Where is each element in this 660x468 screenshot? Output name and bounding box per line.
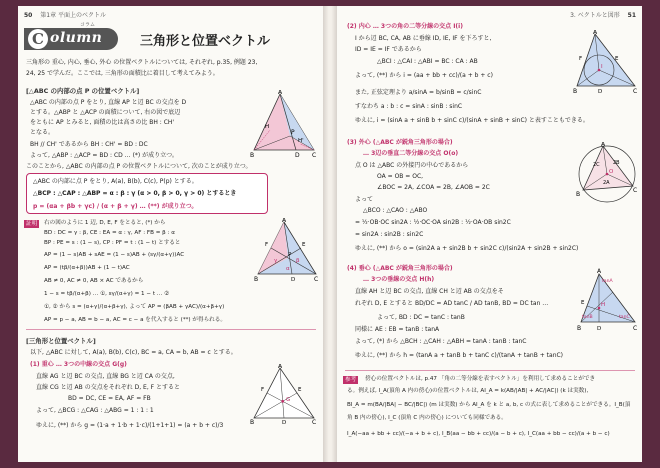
item1-line: 直線 CG と辺 AB の交点をそれぞれ D, E, F とすると (36, 384, 180, 391)
proof-line: AB ≠ 0, AC ≠ 0, AB × AC であるから (44, 278, 144, 284)
right-chapter-title: 3. ベクトルと図形 (570, 12, 620, 19)
figure-label: G (286, 397, 291, 403)
note-line: 傍心の位置ベクトルは, p.47 「角の二等分線を表すベクトル」を利用して求めることができ (365, 376, 596, 382)
section1-line: △ABC の内部の点 P をとり, 直線 AP と辺 BC の交点を D (30, 99, 187, 106)
figure-label: C (633, 187, 638, 194)
figure-interior-point (250, 90, 318, 158)
proof-line: BP : PE = s : (1 − s), CP : PF = t : (1 − t) とすると (44, 240, 181, 246)
figure-label: tanB (582, 315, 593, 320)
figure-label: B (250, 152, 255, 158)
item4-subtitle: … 3つの垂線の交点 H(h) (363, 276, 435, 283)
right-running-head (570, 10, 636, 19)
item3-line: 点 O は △ABC の外接円の中心であるから (355, 162, 469, 169)
figure-label: C (314, 276, 319, 282)
triangle-abc (254, 368, 314, 418)
figure-label: A (282, 218, 287, 224)
column-badge (24, 22, 118, 50)
figure-label: P (288, 252, 292, 258)
page-title: 三角形と位置ベクトル (140, 34, 271, 49)
figure-label: tanA (602, 279, 613, 284)
section1-line: このことから, △ABC の内部の点 P の位置ベクトルについて, 次のことが成り立つ。 (26, 163, 252, 170)
figure-label: C (312, 419, 317, 424)
item2-line: また, 正弦定理より a/sinA = b/sinB = c/sinC (355, 89, 482, 96)
figure-label: A (597, 268, 602, 275)
triangle-abc (577, 34, 635, 86)
figure-label: B (577, 325, 582, 332)
theorem-line: △BCP : △CAP : △ABP = α : β : γ (α > 0, β > 0, γ > 0) とするとき (33, 190, 237, 197)
note-line: る。例えば, I_A(頂角 A 内の傍心)の位置ベクトルは, AI_A = k(AB/|AB| + AC/|AC|) (k は実数), (347, 388, 589, 394)
section1-line: よって, △ABP : △ACP = BD : CD … (*) が成り立つ。 (30, 152, 178, 159)
figure-label: C (633, 325, 638, 332)
proof-line: BD : DC = γ : β, CE : EA = α : γ, AF : FB = β : α (44, 230, 175, 236)
figure-label: α (286, 266, 290, 272)
column-badge-letter: C (28, 29, 48, 49)
item2-line: ID = IE = IF であるから (355, 46, 422, 53)
intro-line-2: 24, 25 で学んだ。ここでは, 三角形の面積比に着目して考えてみよう。 (26, 70, 219, 77)
item4-line: 直線 AH と辺 BC の交点, 直線 CH と辺 AB の交点をそ (355, 288, 504, 295)
theorem-formula: p = (αa + βb + γc) / (α + β + γ) … (**) が成り立つ。 (33, 203, 198, 210)
figure-label: β (296, 258, 300, 264)
figure-label: B (250, 419, 255, 424)
figure-label: 2C (593, 162, 600, 168)
figure-label: 2B (613, 160, 620, 166)
figure-label: E (302, 242, 306, 248)
proof-tag: 証明 (26, 221, 38, 227)
figure-label: D (282, 420, 287, 424)
item3-line: = ½·OB·OC sin2A : ½·OC·OA sin2B : ½·OA·OB sin2C (355, 219, 511, 226)
book-gutter (323, 6, 337, 462)
section-divider (26, 329, 316, 330)
figure-circumcenter (575, 142, 639, 206)
figure-label: B (573, 88, 578, 94)
figure-label: A (601, 142, 606, 148)
figure-proof-triangle (254, 218, 320, 282)
section1-line: BH // CH' であるから BH : CH' = BD : DC (30, 141, 148, 148)
note-divider (345, 370, 635, 371)
figure-label: F (261, 387, 265, 393)
left-page (18, 6, 323, 462)
column-badge-ruby: コラム (80, 22, 95, 28)
note-line: 角 B 内の傍心), I_C (頂角 C 内の傍心) についても同様である。 (347, 415, 507, 421)
item4-line: れぞれ D, E とすると BD/DC = AD tanC / AD tanB, BD = DC tan … (355, 300, 549, 307)
figure-label: E (298, 387, 302, 393)
item2-line: △BCI : △CAI : △ABI = BC : CA : AB (377, 58, 478, 65)
item4-line: 同様に AE : EB = tanB : tanA (355, 326, 440, 333)
figure-label: C (633, 88, 638, 94)
figure-label: E (581, 300, 585, 306)
figure-label: γ (274, 258, 278, 264)
figure-label: F (579, 56, 583, 62)
item3-line: OA = OB = OC, (377, 173, 424, 180)
figure-label: D (597, 326, 602, 332)
item4-title: (4) 垂心 (△ABC が鋭角三角形の場合) (347, 265, 453, 272)
figure-orthocenter (577, 268, 639, 332)
item2-line: すなわち a : b : c = sinA : sinB : sinC (355, 103, 463, 110)
proof-line: 1 − s = tβ/(α+β) … ①, sγ/(α+γ) = 1 − t … ② (44, 291, 170, 297)
figure-label: D (291, 277, 296, 282)
left-page-number: 50 (24, 12, 33, 19)
figure-label: P (291, 129, 295, 136)
section1-line: をともに AP とみると, 面積の比は高さの比 BH : CH' (30, 119, 175, 126)
item3-line: △BCO : △CAO : △ABO (363, 207, 428, 214)
incenter-point (598, 69, 601, 72)
figure-label: E (615, 56, 619, 62)
figure-label: H (265, 124, 270, 130)
centroid-point (281, 400, 284, 403)
figure-label: H (601, 302, 606, 308)
right-page (337, 6, 642, 462)
orthocenter-point (598, 307, 601, 310)
proof-line: ①, ② から s = (α+γ)/(α+β+γ), よって AP = (βAB + γAC)/(α+β+γ) (44, 304, 225, 310)
item3-subtitle: … 3辺の垂直二等分線の交点 O(o) (363, 150, 459, 157)
item4-line: よって, BD : DC = tanC : tanB (377, 314, 465, 321)
proof-line: AP = p − a, AB = b − a, AC = c − a を代入すると (**) が得られる。 (44, 317, 226, 323)
item3-formula: ゆえに, (**) から o = (sin2A a + sin2B b + sin2C c)/(sin2A + sin2B + sin2C) (355, 245, 579, 252)
item2-title: (2) 内心 … 3つの角の二等分線の交点 I(i) (347, 23, 463, 30)
theorem-line: △ABC の内部に点 P をとり, A(a), B(b), C(c), P(p) とする。 (33, 178, 198, 185)
figure-label: I (601, 64, 603, 70)
column-badge-word: olumn (50, 30, 103, 46)
note-line: BI_A = m(BA/|BA| − BC/|BC|) (m は実数) から AI_A を k と a, b, c の式に表して求めることができる。I_B(頂 (347, 402, 631, 408)
circumcenter-point (606, 173, 609, 176)
proof-line: AP = (1 − s)AB + sAE = (1 − s)AB + (sγ/(α+γ))AC (44, 252, 185, 258)
section1-line: とする。△ABP と △ACP の面積について, 右の図で底辺 (30, 109, 181, 116)
item3-line: よって (355, 196, 374, 203)
section2-line: 以下, △ABC に対して, A(a), B(b), C(c), BC = a, CA = b, AB = c とする。 (30, 349, 237, 356)
left-running-head (24, 10, 106, 19)
intro-line-1: 三角形の 重心, 内心, 垂心, 外心 の位置ベクトルについては, それぞれ, p.35, 例題 23, (26, 59, 258, 66)
section2-title: [三角形と位置ベクトル] (26, 337, 96, 345)
theorem-box (26, 173, 268, 214)
figure-label: D (598, 89, 603, 94)
note-formulas: I_A(−aa + bb + cc)/(−a + b + c), I_B(aa − bb + cc)/(a − b + c), I_C(aa + bb − cc)/(a + b − c) (347, 431, 610, 437)
figure-incenter (573, 30, 639, 94)
section1-title: [△ABC の内部の点 P の位置ベクトル] (26, 87, 140, 95)
figure-label: B (576, 191, 581, 198)
item4-formula: ゆえに, (**) から h = (tanA a + tanB b + tanC c)/(tanA + tanB + tanC) (355, 352, 564, 359)
right-page-number: 51 (627, 12, 636, 19)
figure-label: A (278, 90, 283, 96)
item1-line: BD = DC, CE = EA, AF = FB (68, 395, 151, 402)
figure-label: O (609, 169, 614, 175)
item3-line: ∠BOC = 2A, ∠COA = 2B, ∠AOB = 2C (377, 184, 490, 191)
note-tag: 参考 (345, 377, 357, 383)
figure-label: A (278, 364, 283, 370)
figure-label: D (295, 152, 300, 158)
section1-line: となる。 (30, 129, 55, 136)
proof-line: 右の図のように 1 辺, D, E, F をとると, (*) から (44, 220, 166, 226)
figure-label: A (593, 30, 598, 36)
figure-centroid (250, 364, 320, 424)
figure-label: F (265, 242, 269, 248)
figure-label: H' (298, 138, 304, 144)
item3-title: (3) 外心 (△ABC が鋭角三角形の場合) (347, 139, 453, 146)
item2-line: よって, (**) から i = (aa + bb + cc)/(a + b + c) (355, 72, 493, 79)
item1-line: よって, △BCG : △CAG : △ABG = 1 : 1 : 1 (36, 407, 154, 414)
left-chapter-title: 第1章 平面上のベクトル (40, 12, 107, 19)
item1-line: ゆえに, (**) から g = (1·a + 1·b + 1·c)/(1+1+1) = (a + b + c)/3 (36, 422, 224, 429)
item2-line: I から辺 BC, CA, AB に垂線 ID, IE, IF を下ろすと, (355, 35, 492, 42)
figure-label: tanC (619, 315, 630, 320)
figure-label: B (254, 276, 259, 282)
figure-label: C (312, 152, 317, 158)
proof-line: AP = (tβ/(α+β))AB + (1 − t)AC (44, 265, 130, 271)
figure-label: 2A (603, 180, 610, 186)
item3-line: = sin2A : sin2B : sin2C (355, 231, 424, 238)
item1-title: (1) 重心 … 3つの中線の交点 G(g) (30, 361, 127, 368)
item1-line: 直線 AG と辺 BC の交点, 直線 BG と辺 CA の交点, (36, 373, 175, 380)
item2-formula: ゆえに, i = (sinA a + sinB b + sinC c)/(sinA + sinB + sinC) と表すこともできる。 (355, 117, 589, 124)
item4-line: よって, (*) から △BCH : △CAH : △ABH = tanA : tanB : tanC (355, 338, 527, 345)
